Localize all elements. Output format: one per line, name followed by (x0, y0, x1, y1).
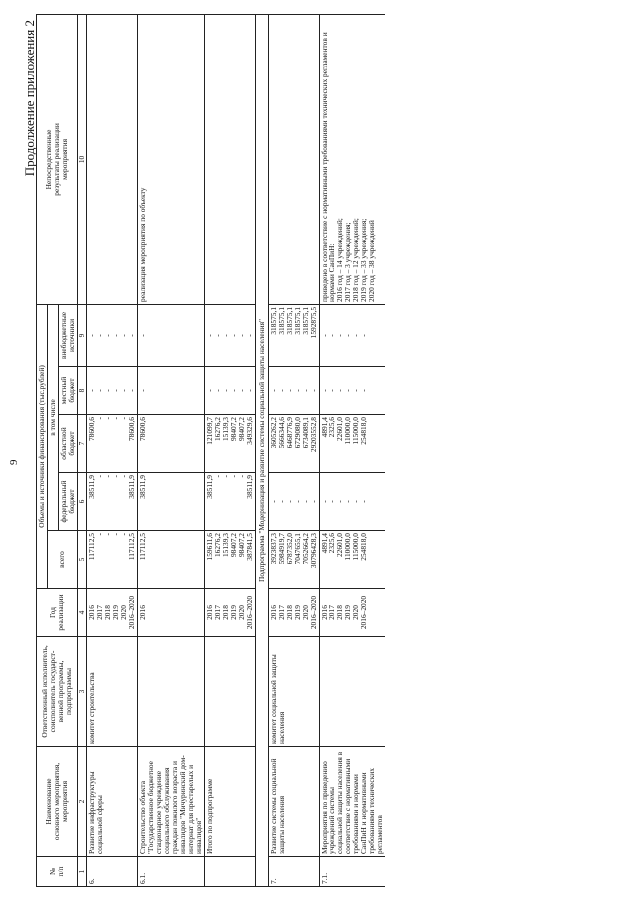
subprogram-row (255, 14, 268, 886)
header-local: местный бюджет (58, 367, 77, 415)
row-responsible: комитет социальной защиты населения (268, 637, 319, 747)
col-number: 1 (77, 857, 86, 887)
row-responsible: комитет строительства (86, 637, 137, 747)
row-regional: 3605262,2 5666344,6 6468776,9 6729080,0 6734089,1 29203552,8 (268, 415, 319, 473)
row-local: - - - - - - (319, 367, 385, 415)
table-row (204, 14, 255, 886)
row-federal: 38511,9 (137, 473, 204, 531)
row-total: 117112,5 (137, 531, 204, 589)
program-table (36, 14, 385, 887)
col-number: 2 (77, 747, 86, 857)
row-responsible (319, 637, 385, 747)
header-funding: Объемы и источники финансирования (тыс.рублей) (37, 304, 48, 588)
row-regional: 78600,6 (137, 415, 204, 473)
row-result (204, 14, 255, 304)
row-name: Мероприятия по приведению учреждений системы социальной защиты населения в соответствие с нормативными требованиями и нормами СанПиН и нормативными требованиями технических регламентов (319, 747, 385, 857)
header-total: всего (47, 531, 77, 589)
row-years: 2016 2017 2018 2019 2020 2016–2020 (204, 589, 255, 637)
row-num: 7. (268, 857, 319, 887)
header-num: № п/п (37, 857, 78, 887)
row-responsible (204, 637, 255, 747)
row-local: - - - - - - (86, 367, 137, 415)
col-number: 9 (77, 304, 86, 366)
row-extrabudget: 318575,1 318575,1 318575,1 318575,1 318575,1 1592875,5 (268, 304, 319, 366)
row-years: 2016 2017 2018 2019 2020 2016–2020 (268, 589, 319, 637)
row-num: 6. (86, 857, 137, 887)
header-regional: областной бюджет (58, 415, 77, 473)
row-result (268, 14, 319, 304)
row-regional: 4891,4 2325,6 22601,0 110000,0 115000,0 254818,0 (319, 415, 385, 473)
header-federal: федеральный бюджет (58, 473, 77, 531)
row-name: Строительство объекта "Государственное бюджетное стационарное учреждение социального обслуживания граждан пожилого возраста и инвалидов "Мичуринский дом-интернат для престарелых и инвалидов" (137, 747, 204, 857)
row-years: 2016 2017 2018 2019 2020 2016–2020 (86, 589, 137, 637)
row-years: 2016 2017 2018 2019 2020 2016–2020 (319, 589, 385, 637)
row-local: - - - - - - (204, 367, 255, 415)
row-num (204, 857, 255, 887)
row-extrabudget: - - - - - - (204, 304, 255, 366)
row-federal: - - - - - - (319, 473, 385, 531)
subprogram-title: Подпрограмма "Модернизация и развитие системы социальной защиты населения" (255, 14, 268, 886)
row-name: Развитие инфраструктуры социальной сферы (86, 747, 137, 857)
header-responsible: Ответственный исполнитель, соисполнитель государст- венной программы, подпрограммы (37, 637, 78, 747)
table-row (137, 14, 204, 886)
col-number: 5 (77, 531, 86, 589)
row-num: 7.1. (319, 857, 385, 887)
row-extrabudget: - (137, 304, 204, 366)
row-total: 4891,4 2325,6 22601,0 110000,0 115000,0 254818,0 (319, 531, 385, 589)
row-num: 6.1. (137, 857, 204, 887)
header-year: Год реализации (37, 589, 78, 637)
table-row (319, 14, 385, 886)
col-number: 4 (77, 589, 86, 637)
header-extrabudget: внебюджетные источники (58, 304, 77, 366)
col-number: 8 (77, 367, 86, 415)
row-total: 3923837,3 5984919,7 6787352,0 7047655,1 7052664,2 30796428,3 (268, 531, 319, 589)
row-result: приведено в соответствие с нормативными требованиями технических регламентов и нормами СанПиН: 2016 год – 14 учреждений; 2017 год – 3 учреждения; 2018 год – 12 учреждений; 2019 год – 33 учреждения; 2020 год – 38 учреждений (319, 14, 385, 304)
row-name: Итого по подпрограмме (204, 747, 255, 857)
continuation-caption: Продолжение приложения 2 (22, 20, 37, 177)
row-regional: 121099,7 16276,2 15139,3 98407,2 98407,2 349329,6 (204, 415, 255, 473)
row-years: 2016 (137, 589, 204, 637)
row-responsible (137, 637, 204, 747)
col-number: 6 (77, 473, 86, 531)
col-number: 7 (77, 415, 86, 473)
table-row (268, 14, 319, 886)
row-federal: - - - - - - (268, 473, 319, 531)
col-number: 10 (77, 14, 86, 304)
row-federal: 38511,9 - - - - 38511,9 (86, 473, 137, 531)
row-local: - (137, 367, 204, 415)
row-result (86, 14, 137, 304)
header-result: Непосредственные результаты реализации мероприятия (37, 14, 78, 304)
row-local: - - - - - - (268, 367, 319, 415)
header-name: Наименование основного мероприятия, мероприятия (37, 747, 78, 857)
col-number: 3 (77, 637, 86, 747)
row-extrabudget: - - - - - - (319, 304, 385, 366)
page-number: 9 (8, 459, 20, 465)
header-including: в том числе (47, 304, 58, 530)
table-row (86, 14, 137, 886)
row-extrabudget: - - - - - - (86, 304, 137, 366)
row-regional: 78600,6 - - - - 78600,6 (86, 415, 137, 473)
row-total: 159611,6 16276,2 15139,3 98407,2 98407,2 387841,5 (204, 531, 255, 589)
row-total: 117112,5 - - - - 117112,5 (86, 531, 137, 589)
row-result: реализация мероприятия по объекту (137, 14, 204, 304)
row-federal: 38511,9 - - - - 38511,9 (204, 473, 255, 531)
row-name: Развитие системы социальной защиты населения (268, 747, 319, 857)
